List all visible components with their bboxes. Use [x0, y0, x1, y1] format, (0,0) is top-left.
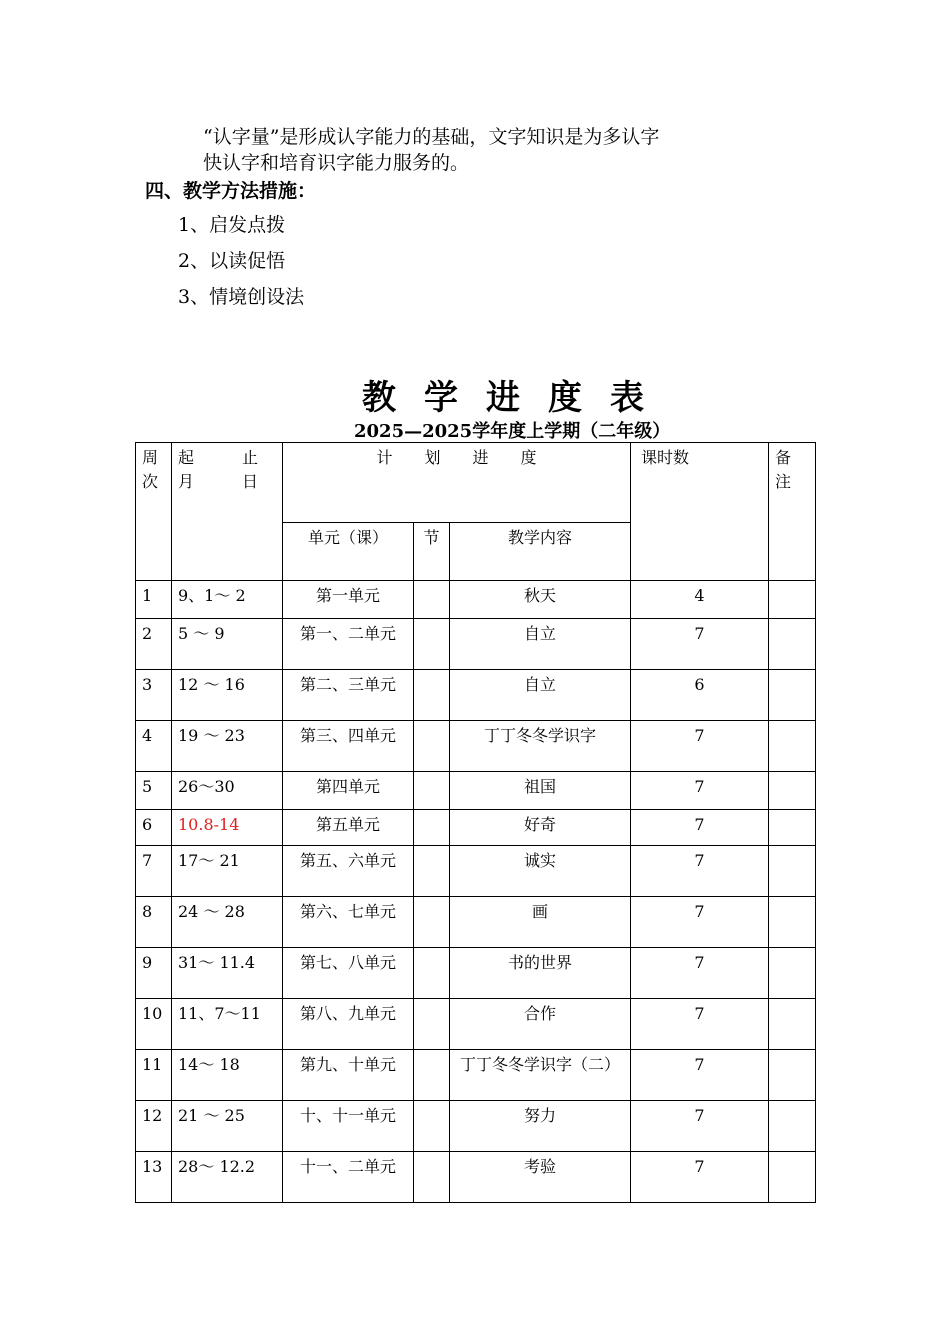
cell-note: [769, 670, 816, 721]
table-row: [136, 948, 816, 999]
cell-section: [414, 581, 450, 619]
cell-unit: 第四单元: [283, 772, 414, 810]
header-content: 教学内容: [450, 523, 631, 581]
header-month: 月: [178, 472, 195, 491]
header-week: [136, 443, 172, 581]
header-section: 节: [414, 523, 450, 581]
cell-unit: 第五、六单元: [283, 846, 414, 897]
cell-hours: 7: [631, 619, 769, 670]
cell-week: 13: [136, 1152, 172, 1203]
cell-content: 好奇: [450, 810, 631, 846]
schedule-table: [135, 442, 816, 1203]
header-week-line2: 次: [142, 472, 159, 491]
cell-week: 2: [136, 619, 172, 670]
cell-dates: 19 ～ 23: [172, 721, 283, 772]
cell-dates: 17～ 21: [172, 846, 283, 897]
cell-week: 6: [136, 810, 172, 846]
cell-week: 12: [136, 1101, 172, 1152]
intro-line-2: 快认字和培育识字能力服务的。: [203, 152, 470, 174]
header-dates-line2: [178, 470, 276, 494]
header-plan: 计 划 进 度: [283, 443, 631, 523]
cell-dates: 12 ～ 16: [172, 670, 283, 721]
cell-week: 9: [136, 948, 172, 999]
table-row: [136, 581, 816, 619]
cell-content: 秋天: [450, 581, 631, 619]
cell-section: [414, 897, 450, 948]
cell-hours: 7: [631, 1050, 769, 1101]
cell-note: [769, 810, 816, 846]
cell-section: [414, 670, 450, 721]
cell-note: [769, 897, 816, 948]
cell-section: [414, 846, 450, 897]
header-dates-line1: [178, 446, 276, 470]
cell-week: 5: [136, 772, 172, 810]
cell-note: [769, 721, 816, 772]
cell-content: 努力: [450, 1101, 631, 1152]
cell-hours: 7: [631, 1152, 769, 1203]
cell-content: 合作: [450, 999, 631, 1050]
method-item-2: 2、以读促悟: [178, 250, 286, 272]
cell-content: 画: [450, 897, 631, 948]
cell-content: 考验: [450, 1152, 631, 1203]
header-dates: [172, 443, 283, 581]
cell-section: [414, 772, 450, 810]
cell-unit: 第七、八单元: [283, 948, 414, 999]
table-row: [136, 772, 816, 810]
cell-hours: 6: [631, 670, 769, 721]
cell-unit: 第八、九单元: [283, 999, 414, 1050]
cell-content: 书的世界: [450, 948, 631, 999]
cell-section: [414, 1050, 450, 1101]
cell-week: 1: [136, 581, 172, 619]
cell-note: [769, 1101, 816, 1152]
cell-hours: 7: [631, 846, 769, 897]
cell-week: 3: [136, 670, 172, 721]
cell-section: [414, 721, 450, 772]
cell-week: 8: [136, 897, 172, 948]
cell-content: 丁丁冬冬学识字（二）: [450, 1050, 631, 1101]
table-row: [136, 1101, 816, 1152]
intro-paragraph: [203, 124, 793, 176]
schedule-rows: [136, 581, 816, 1203]
cell-hours: 4: [631, 581, 769, 619]
cell-dates: 14～ 18: [172, 1050, 283, 1101]
cell-dates: 11、7～11: [172, 999, 283, 1050]
table-row: [136, 1050, 816, 1101]
header-start: 起: [178, 448, 195, 467]
table-row: [136, 721, 816, 772]
cell-note: [769, 581, 816, 619]
cell-dates: 21 ～ 25: [172, 1101, 283, 1152]
header-note: [769, 443, 816, 581]
cell-content: 诚实: [450, 846, 631, 897]
cell-section: [414, 810, 450, 846]
cell-dates: 31～ 11.4: [172, 948, 283, 999]
header-week-line1: 周: [142, 448, 159, 467]
cell-content: 丁丁冬冬学识字: [450, 721, 631, 772]
table-row: [136, 897, 816, 948]
cell-section: [414, 948, 450, 999]
cell-section: [414, 619, 450, 670]
table-row: [136, 999, 816, 1050]
cell-dates: 9、1～ 2: [172, 581, 283, 619]
cell-unit: 第三、四单元: [283, 721, 414, 772]
table-row: [136, 846, 816, 897]
table-row: [136, 670, 816, 721]
cell-content: 自立: [450, 619, 631, 670]
header-day: 日: [241, 472, 258, 491]
cell-dates: 28～ 12.2: [172, 1152, 283, 1203]
cell-note: [769, 999, 816, 1050]
cell-hours: 7: [631, 999, 769, 1050]
schedule-title: 教学进度表: [362, 378, 672, 418]
method-item-1: 1、启发点拨: [178, 214, 286, 236]
cell-week: 7: [136, 846, 172, 897]
cell-dates: 5 ～ 9: [172, 619, 283, 670]
header-note-line1: 备: [775, 448, 792, 467]
section-heading: 四、教学方法措施：: [145, 180, 317, 202]
cell-hours: 7: [631, 948, 769, 999]
cell-dates: 26～30: [172, 772, 283, 810]
cell-unit: 第九、十单元: [283, 1050, 414, 1101]
cell-unit: 第一、二单元: [283, 619, 414, 670]
header-end: 止: [241, 448, 258, 467]
cell-content: 祖国: [450, 772, 631, 810]
cell-dates: 24 ～ 28: [172, 897, 283, 948]
cell-hours: 7: [631, 897, 769, 948]
cell-unit: 第二、三单元: [283, 670, 414, 721]
cell-note: [769, 846, 816, 897]
cell-section: [414, 999, 450, 1050]
cell-note: [769, 619, 816, 670]
table-row: [136, 619, 816, 670]
cell-section: [414, 1101, 450, 1152]
cell-note: [769, 772, 816, 810]
cell-week: 10: [136, 999, 172, 1050]
cell-week: 11: [136, 1050, 172, 1101]
header-hours: 课时数: [631, 443, 769, 581]
header-unit: 单元（课）: [283, 523, 414, 581]
cell-content: 自立: [450, 670, 631, 721]
cell-unit: 十、十一单元: [283, 1101, 414, 1152]
cell-note: [769, 948, 816, 999]
table-row: [136, 1152, 816, 1203]
cell-week: 4: [136, 721, 172, 772]
table-row: [136, 810, 816, 846]
cell-unit: 十一、二单元: [283, 1152, 414, 1203]
cell-section: [414, 1152, 450, 1203]
cell-unit: 第六、七单元: [283, 897, 414, 948]
cell-hours: 7: [631, 810, 769, 846]
header-note-line2: 注: [775, 472, 792, 491]
cell-hours: 7: [631, 1101, 769, 1152]
cell-unit: 第五单元: [283, 810, 414, 846]
schedule-subtitle: 2025—2025学年度上学期（二年级）: [354, 421, 671, 442]
cell-hours: 7: [631, 721, 769, 772]
method-item-3: 3、情境创设法: [178, 286, 305, 308]
cell-hours: 7: [631, 772, 769, 810]
cell-note: [769, 1050, 816, 1101]
cell-unit: 第一单元: [283, 581, 414, 619]
cell-note: [769, 1152, 816, 1203]
cell-dates: 10.8-14: [172, 810, 283, 846]
intro-line-1: “认字量”是形成认字能力的基础，文字知识是为多认字: [203, 126, 660, 148]
